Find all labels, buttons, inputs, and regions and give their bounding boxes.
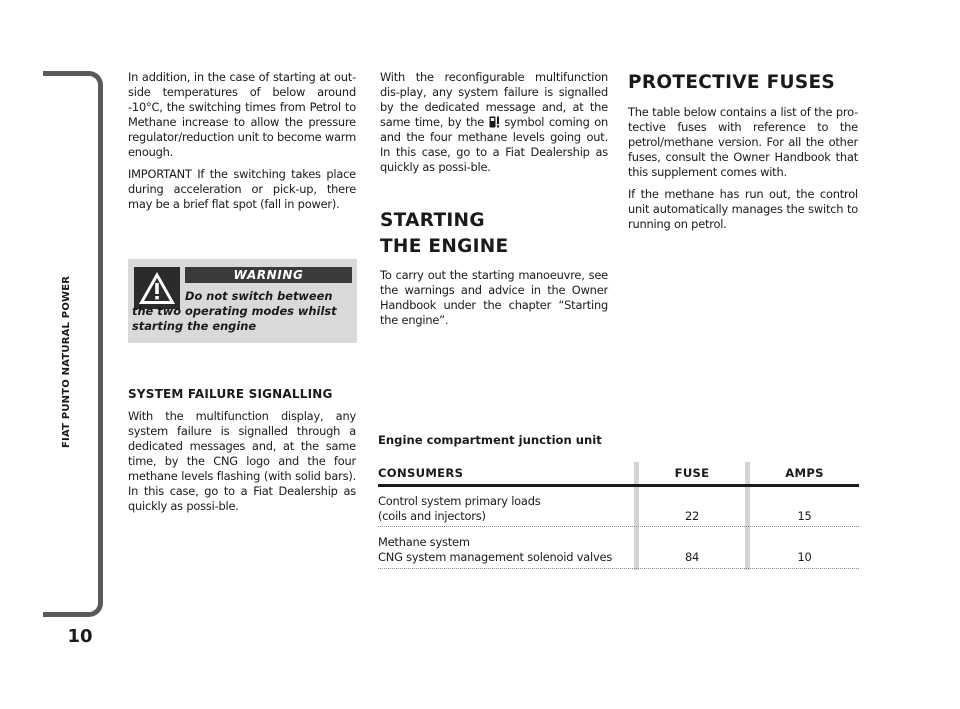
row-rule bbox=[378, 526, 859, 527]
methane-runout-paragraph: If the methane has run out, the control unit automatically manages the switch to running on petrol. bbox=[628, 187, 858, 231]
fuse-cell: 84 bbox=[684, 550, 700, 564]
methane-fault-icon bbox=[489, 116, 500, 128]
reconfigurable-text-start: With the reconfigurable multifunction dis-play, any system failure is signalled by the dedicated message and, at the same time, by the bbox=[380, 70, 608, 129]
column-header-fuse: FUSE bbox=[674, 466, 710, 480]
protective-fuses-heading: PROTECTIVE FUSES bbox=[628, 72, 836, 93]
consumer-cell-line-1: Control system primary loads bbox=[378, 494, 541, 508]
header-rule bbox=[378, 484, 859, 487]
sidebar-title: FIAT PUNTO NATURAL POWER bbox=[61, 275, 72, 448]
table-caption: Engine compartment junction unit bbox=[378, 433, 602, 447]
system-failure-section bbox=[128, 387, 356, 514]
important-paragraph: IMPORTANT If the switching takes place during acceleration or pick-up, there may be a brief flat spot (fall in power). bbox=[128, 167, 356, 211]
cold-start-paragraph: In addition, in the case of starting at out-side temperatures of below around -10°C, the switching times from Petrol to Methane increase to allow the pressure regulator/reduction unit to become warm enough. bbox=[128, 70, 356, 159]
reconfigurable-text-end: symbol coming on and the four methane levels going out. In this case, go to a Fiat Dealership as quickly as possi-ble. bbox=[380, 115, 609, 174]
column-header-amps: AMPS bbox=[785, 466, 824, 480]
warning-text: Do not switch between the two operating modes whilst starting the engine bbox=[132, 289, 337, 333]
starting-text: To carry out the starting manoeuvre, see the warnings and advice in the Owner Handbook under the chapter “Starting the engine”. bbox=[380, 268, 608, 327]
column-header-consumers: CONSUMERS bbox=[378, 466, 464, 480]
page-number: 10 bbox=[67, 626, 93, 647]
starting-section bbox=[380, 208, 608, 328]
fuse-cell: 22 bbox=[684, 509, 700, 523]
consumer-cell-line-2: CNG system management solenoid valves bbox=[378, 550, 613, 564]
consumer-cell-line-1: Methane system bbox=[378, 535, 470, 549]
column-3 bbox=[628, 70, 858, 232]
warning-title: WARNING bbox=[185, 267, 352, 283]
amps-cell: 15 bbox=[797, 509, 812, 523]
column-1 bbox=[128, 70, 356, 212]
consumer-cell-line-2: (coils and injectors) bbox=[378, 509, 486, 523]
reconfigurable-display-paragraph bbox=[380, 70, 608, 175]
row-rule bbox=[378, 568, 859, 569]
warning-box bbox=[128, 259, 357, 343]
amps-cell: 10 bbox=[797, 550, 812, 564]
starting-heading-line-1: STARTING bbox=[380, 210, 485, 231]
system-failure-heading: SYSTEM FAILURE SIGNALLING bbox=[128, 387, 333, 401]
fuses-intro-paragraph: The table below contains a list of the pro-tective fuses with reference to the petrol/methane version. For all the other fuses, consult the Owner Handbook that this supplement comes with. bbox=[628, 105, 858, 179]
fuse-table bbox=[378, 462, 859, 570]
starting-heading-line-2: THE ENGINE bbox=[380, 236, 509, 257]
column-2 bbox=[380, 70, 608, 175]
system-failure-text: With the multifunction display, any system failure is signalled through a dedicated messages and, at the same time, by the CNG logo and the four methane levels flashing (with solid bars). In this case, go to a Fiat Dealership as quickly as possi-ble. bbox=[128, 409, 356, 513]
